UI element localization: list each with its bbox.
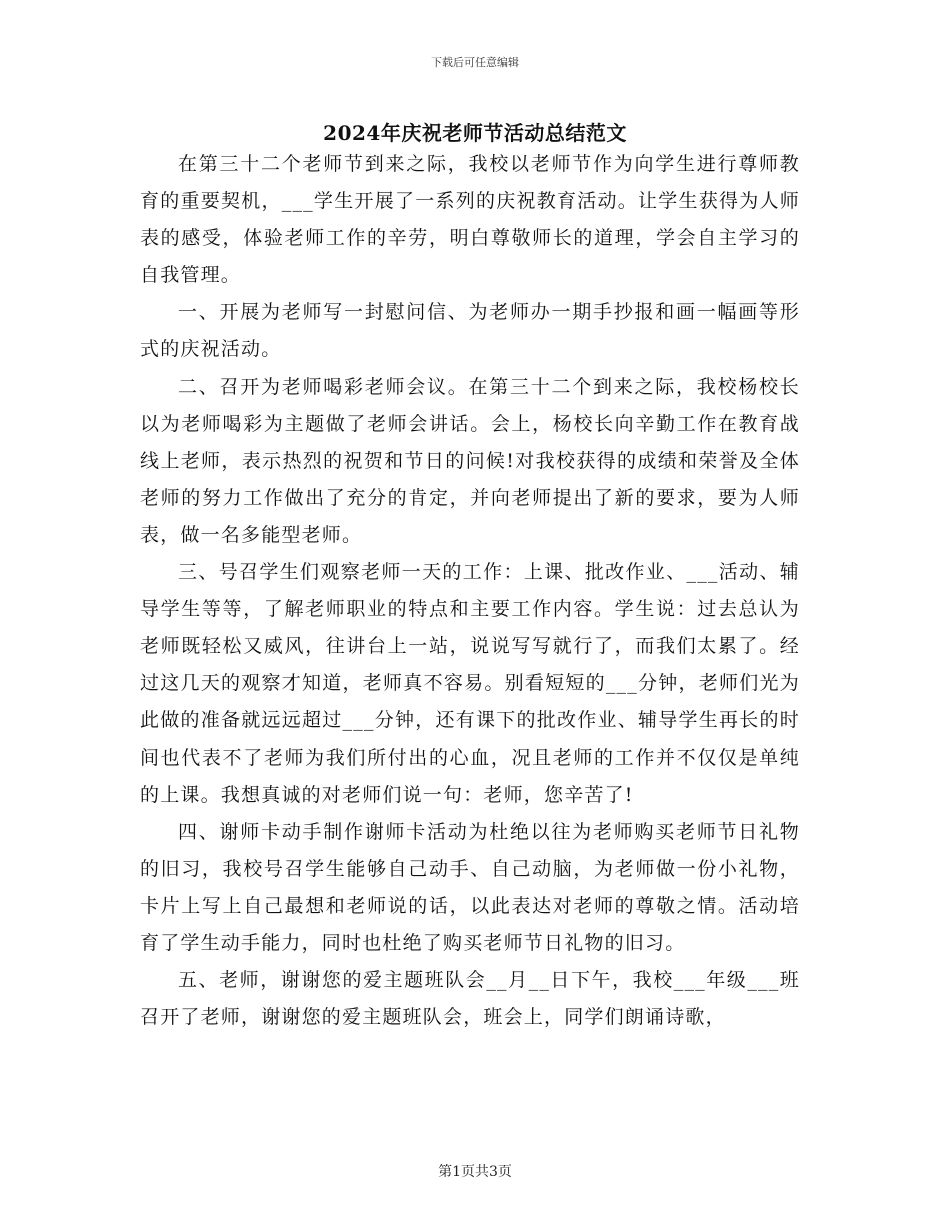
paragraph-item-3: 三、号召学生们观察老师一天的工作：上课、批改作业、___活动、辅导学生等等，了解老师职业的特点和主要工作内容。学生说：过去总认为老师既轻松又威风，往讲台上一站，说说写写就行了，而我们太累了。经过这几天的观察才知道，老师真不容易。别看短短的___分钟，老师们光为此做的准备就远远超过___分钟，还有课下的批改作业、辅导学生再长的时间也代表不了老师为我们所付出的心血，况且老师的工作并不仅仅是单纯的上课。我想真诚的对老师们说一句：老师，您辛苦了! [140,561,800,806]
paragraph-intro: 在第三十二个老师节到来之际，我校以老师节作为向学生进行尊师教育的重要契机，___学生开展了一系列的庆祝教育活动。让学生获得为人师表的感受，体验老师工作的辛劳，明白尊敬师长的道理，学会自主学习的自我管理。 [140,153,800,287]
paragraph-item-5: 五、老师，谢谢您的爱主题班队会__月__日下午，我校___年级___班召开了老师，谢谢您的爱主题班队会，班会上，同学们朗诵诗歌， [140,969,800,1029]
header-note: 下载后可任意编辑 [431,56,519,69]
paragraph-item-4: 四、谢师卡动手制作谢师卡活动为杜绝以往为老师购买老师节日礼物的旧习，我校号召学生能够自己动手、自己动脑，为老师做一份小礼物，卡片上写上自己最想和老师说的话，以此表达对老师的尊敬之情。活动培育了学生动手能力，同时也杜绝了购买老师节日礼物的旧习。 [140,820,800,954]
document-body [140,146,800,1036]
paragraph-item-2: 二、召开为老师喝彩老师会议。在第三十二个到来之际，我校杨校长以为老师喝彩为主题做了老师会讲话。会上，杨校长向辛勤工作在教育战线上老师，表示热烈的祝贺和节日的问候!对我校获得的成绩和荣誉及全体老师的努力工作做出了充分的肯定，并向老师提出了新的要求，要为人师表，做一名多能型老师。 [140,375,800,546]
page-number: 第1页共3页 [438,1164,512,1180]
paragraph-item-1: 一、开展为老师写一封慰问信、为老师办一期手抄报和画一幅画等形式的庆祝活动。 [140,301,800,361]
document-title: 2024年庆祝老师节活动总结范文 [323,121,627,145]
